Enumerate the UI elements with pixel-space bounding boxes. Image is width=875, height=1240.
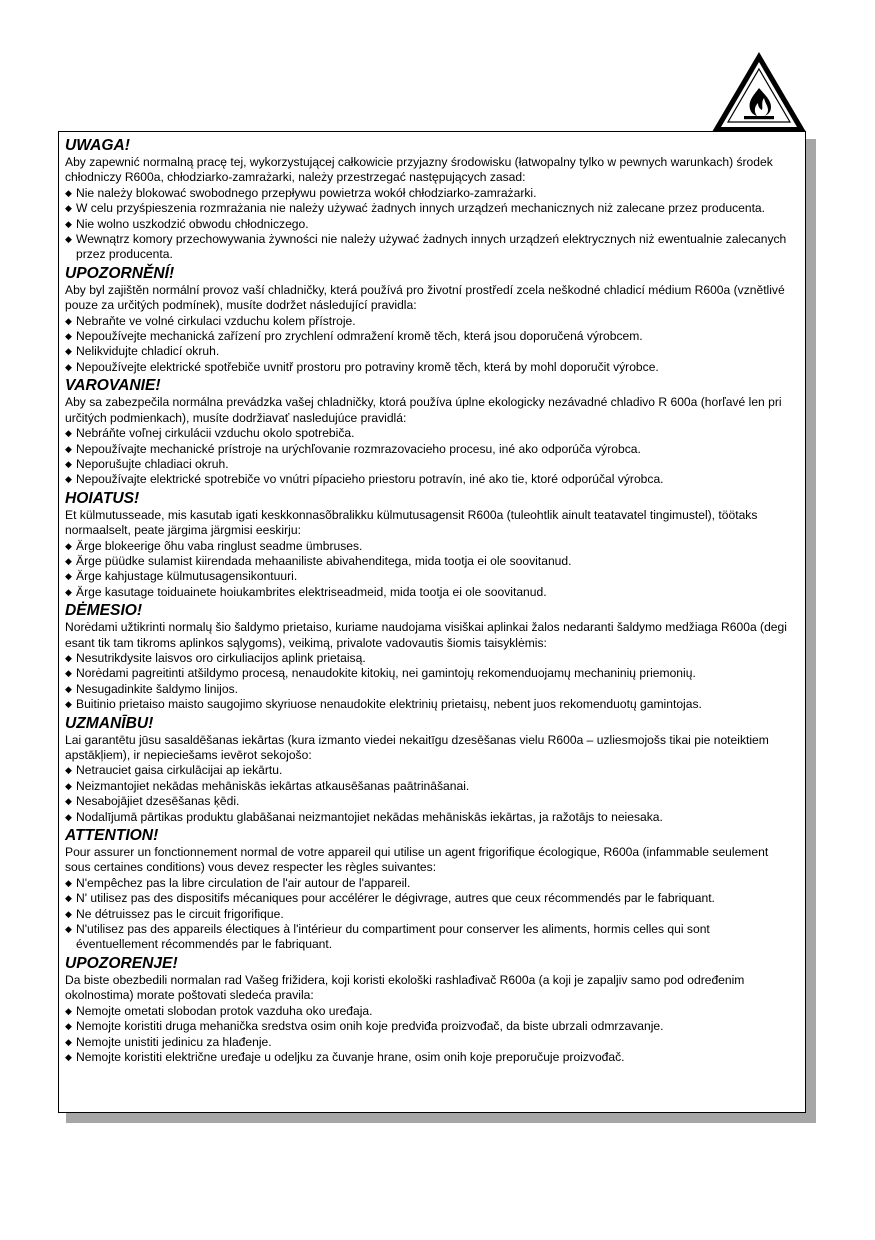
list-item: ◆ Nodalījumā pārtikas produktu glabāšanai neizmantojiet nekādas mehāniskās iekārtas, ja ražotājs to neiesaka. [65, 809, 663, 824]
bullet-icon: ◆ [65, 780, 72, 791]
bullet-icon: ◆ [65, 652, 72, 663]
section-intro: Norėdami užtikrinti normalų šio šaldymo prietaiso, kuriame naudojama visiškai aplinkai žalos nedaranti šaldymo medžiaga R600a (degi esant tik tam tikroms aplinkos sąlygoms), veikimą, privalote vadovautis šiomis taisyklėmis: [65, 620, 787, 650]
list-item: ◆ Nepoužívajte elektrické spotrebiče vo vnútri pípacieho priestoru potravín, iné ako tie, ktoré odporúčal výrobca. [65, 472, 664, 487]
section-latvian [65, 715, 795, 825]
list-item: ◆ Nepoužívejte mechanická zařízení pro zrychlení odmražení kromě těch, která jsou doporučená výrobcem. [65, 329, 643, 344]
rule-list [65, 186, 795, 263]
rule-list [65, 1004, 795, 1066]
list-item: ◆ Buitinio prietaiso maisto saugojimo skyriuose nenaudokite elektrinių prietaisų, nebent juos rekomenduotų gamintojas. [65, 697, 702, 712]
list-item: ◆ Nemojte ometati slobodan protok vazduha oko uređaja. [65, 1003, 373, 1018]
list-item: ◆ Wewnątrz komory przechowywania żywności nie należy używać żadnych innych urządzeń elektrycznych niż ewentualnie zalecanych przez producenta. [65, 232, 787, 262]
section-title: VAROVANIE! [65, 377, 161, 395]
bullet-icon: ◆ [65, 924, 72, 935]
bullet-icon: ◆ [65, 586, 72, 597]
bullet-icon: ◆ [65, 443, 72, 454]
list-item: ◆ Nesutrikdysite laisvos oro cirkuliacijos aplink prietaisą. [65, 650, 366, 665]
flammable-warning-icon [710, 50, 808, 134]
bullet-icon: ◆ [65, 571, 72, 582]
bullet-icon: ◆ [65, 765, 72, 776]
bullet-icon: ◆ [65, 1051, 72, 1062]
bullet-icon: ◆ [65, 187, 72, 198]
section-intro: Lai garantētu jūsu sasaldēšanas iekārtas (kura izmanto viedei nekaitīgu dzesēšanas vielu R600a – uzliesmojošs tikai pie noteiktiem apstākļiem), ir nepieciešams ievērot sekojošo: [65, 732, 769, 762]
list-item: ◆ Ärge blokeerige õhu vaba ringlust seadme ümbruses. [65, 538, 363, 553]
section-slovak [65, 377, 795, 487]
section-intro: Pour assurer un fonctionnement normal de votre appareil qui utilise un agent frigorifique écologique, R600a (infammable seulement sous certaines conditions) vous devez respecter les règles suivantes: [65, 845, 769, 875]
list-item: ◆ Nebráňte voľnej cirkulácii vzduchu okolo spotrebiča. [65, 426, 355, 441]
rule-list [65, 651, 795, 713]
bullet-icon: ◆ [65, 331, 72, 342]
bullet-icon: ◆ [65, 555, 72, 566]
bullet-icon: ◆ [65, 877, 72, 888]
bullet-icon: ◆ [65, 811, 72, 822]
rule-list [65, 314, 795, 376]
warning-box [58, 131, 806, 1113]
list-item: ◆ Ärge kahjustage külmutusagensikontuuri. [65, 569, 298, 584]
bullet-icon: ◆ [65, 203, 72, 214]
rule-list [65, 763, 795, 825]
list-item: ◆ Ne détruissez pas le circuit frigorifique. [65, 906, 284, 921]
bullet-icon: ◆ [65, 683, 72, 694]
section-intro: Et külmutusseade, mis kasutab igati keskkonnasõbralikku külmutusagensit R600a (tuleohtlik ainult teatavatel tingimustel), töötaks normaalselt, peate järgima järgmisi eeskirju: [65, 507, 758, 538]
section-intro: Da biste obezbedili normalan rad Vašeg frižidera, koji koristi ekološki rashlađivač R600a (a koji je zapaljiv samo pod određenim okolnostima) morate poštovati sledeća pravila: [65, 972, 745, 1003]
section-lithuanian [65, 602, 795, 712]
list-item: ◆ Nie należy blokować swobodnego przepływu powietrza wokół chłodziarko-zamrażarki. [65, 185, 537, 200]
bullet-icon: ◆ [65, 474, 72, 485]
section-title: UPOZORENJE! [65, 954, 178, 972]
bullet-icon: ◆ [65, 540, 72, 551]
section-serbian [65, 955, 795, 1065]
bullet-icon: ◆ [65, 1036, 72, 1047]
bullet-icon: ◆ [65, 346, 72, 357]
list-item: ◆ Nie wolno uszkodzić obwodu chłodniczego. [65, 216, 309, 231]
section-french [65, 827, 795, 953]
section-title: UPOZORNĚNÍ! [65, 264, 175, 282]
bullet-icon: ◆ [65, 361, 72, 372]
rule-list [65, 876, 795, 953]
section-title: UZMANĪBU! [65, 714, 154, 732]
bullet-icon: ◆ [65, 893, 72, 904]
bullet-icon: ◆ [65, 315, 72, 326]
section-title: ATTENTION! [65, 827, 159, 845]
list-item: ◆ Ärge püüdke sulamist kiirendada mehaaniliste abivahenditega, mida tootja ei ole soovitanud. [65, 553, 572, 568]
list-item: ◆ Neizmantojiet nekādas mehāniskās iekārtas atkausēšanas paātrināšanai. [65, 778, 470, 793]
list-item: ◆ Nemojte unistiti jedinicu za hlađenje. [65, 1034, 272, 1049]
section-polish [65, 137, 795, 263]
list-item: ◆ Ärge kasutage toiduainete hoiukambrites elektriseadmeid, mida tootja ei ole soovitanud. [65, 584, 547, 599]
list-item: ◆ W celu przyśpieszenia rozmrażania nie należy używać żadnych innych urządzeń mechanicznych niż zalecane przez producenta. [65, 201, 766, 216]
section-intro: Aby sa zabezpečila normálna prevádzka vašej chladničky, ktorá používa úplne ekologicky nezávadné chladivo R 600a (horľavé len pri určitých podmienkach), musíte dodržiavať nasledujúce pravidlá: [65, 395, 782, 425]
list-item: ◆ Nesabojājiet dzesēšanas ķēdi. [65, 794, 240, 809]
bullet-icon: ◆ [65, 699, 72, 710]
rule-list [65, 539, 795, 601]
list-item: ◆ N'utilisez pas des appareils électiques à l'intérieur du compartiment pour conserver les aliments, hormis celles qui sont éventuellement récommendés par le fabriquant. [65, 922, 710, 952]
list-item: ◆ N'empêchez pas la libre circulation de l'air autour de l'appareil. [65, 875, 411, 890]
bullet-icon: ◆ [65, 796, 72, 807]
list-item: ◆ Nesugadinkite šaldymo linijos. [65, 681, 239, 696]
list-item: ◆ Nebraňte ve volné cirkulaci vzduchu kolem přístroje. [65, 313, 356, 328]
bullet-icon: ◆ [65, 1021, 72, 1032]
section-czech [65, 265, 795, 375]
bullet-icon: ◆ [65, 668, 72, 679]
bullet-icon: ◆ [65, 218, 72, 229]
bullet-icon: ◆ [65, 234, 72, 245]
list-item: ◆ Nemojte koristiti druga mehanička sredstva osim onih koje predviđa proizvođač, da biste ubrzali odmrzavanje. [65, 1019, 664, 1034]
section-title: UWAGA! [65, 137, 130, 154]
section-intro: Aby zapewnić normalną pracę tej, wykorzystującej całkowicie przyjazny środowisku (łatwopalny tylko w pewnych warunkach) środek chłodniczy R600a, chłodziarko-zamrażarki, należy przestrzegać następujących zasad: [65, 155, 773, 185]
section-intro: Aby byl zajištěn normální provoz vaší chladničky, která používá pro životní prostředí zcela neškodné chladicí médium R600a (vznětlivé pouze za určitých podmínek), musíte dodržet následující pravidla: [65, 282, 785, 313]
list-item: ◆ Nepoužívajte mechanické prístroje na urýchľovanie rozmrazovacieho procesu, iné ako odporúča výrobca. [65, 441, 641, 456]
bullet-icon: ◆ [65, 458, 72, 469]
list-item: ◆ Nelikvidujte chladicí okruh. [65, 344, 220, 359]
list-item: ◆ Norėdami pagreitinti atšildymo procesą, nenaudokite kitokių, nei gamintojų rekomenduojamų mechaninių priemonių. [65, 666, 696, 681]
bullet-icon: ◆ [65, 908, 72, 919]
bullet-icon: ◆ [65, 428, 72, 439]
list-item: ◆ Nepoužívejte elektrické spotřebiče uvnitř prostoru pro potraviny kromě těch, která by mohl doporučit výrobce. [65, 359, 659, 374]
bullet-icon: ◆ [65, 1005, 72, 1016]
section-title: HOIATUS! [65, 489, 140, 507]
list-item: ◆ N' utilisez pas des dispositifs mécaniques pour accélérer le dégivrage, autres que ceux récommendés par le fabriquant. [65, 891, 715, 906]
rule-list [65, 426, 795, 488]
list-item: ◆ Neporušujte chladiaci okruh. [65, 456, 229, 471]
section-estonian [65, 490, 795, 600]
section-title: DĖMESIO! [65, 602, 143, 620]
list-item: ◆ Netrauciet gaisa cirkulācijai ap iekārtu. [65, 763, 283, 778]
list-item: ◆ Nemojte koristiti električne uređaje u odeljku za čuvanje hrane, osim onih koje preporučuje proizvođač. [65, 1049, 625, 1064]
